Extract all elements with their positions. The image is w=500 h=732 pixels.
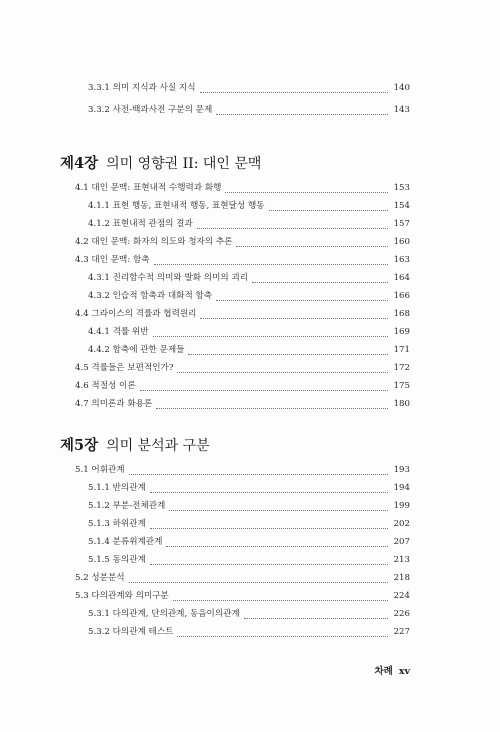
toc-entry[interactable] (0, 343, 500, 357)
toc-entry[interactable] (0, 199, 500, 213)
page-footer (374, 663, 410, 677)
dot-leader (150, 478, 388, 493)
toc-entry-title: 4.4 그라이스의 격률과 협력원리 (75, 307, 199, 321)
toc-entry[interactable] (0, 235, 500, 249)
dot-leader (156, 394, 388, 409)
toc-entry-page: 213 (391, 553, 410, 567)
toc-entry[interactable] (0, 499, 500, 513)
toc-entry-page: 175 (391, 379, 410, 393)
chapter-heading[interactable] (60, 437, 210, 455)
dot-leader (154, 250, 388, 265)
toc-entry[interactable] (0, 517, 500, 531)
toc-entry-page: 164 (391, 271, 410, 285)
dot-leader (173, 586, 388, 601)
toc-entry-title: 4.4.2 함축에 관한 문제들 (88, 343, 187, 357)
dot-leader (177, 622, 388, 637)
dot-leader (150, 514, 388, 529)
toc-entry-page: 154 (391, 199, 410, 213)
toc-entry-title: 4.1 대인 문맥: 표현내적 수행력과 화행 (75, 181, 224, 195)
dot-leader (129, 460, 388, 475)
toc-entry-page: 140 (391, 81, 410, 95)
toc-entry-page: 169 (391, 325, 410, 339)
toc-entry-title: 5.3.1 다의관계, 단의관계, 동음이의관계 (88, 607, 243, 621)
dot-leader (216, 100, 388, 115)
toc-entry-title: 4.2 대인 문맥: 화자의 의도와 청자의 추론 (75, 235, 235, 249)
toc-entry-title: 4.6 적절성 이론 (75, 379, 139, 393)
toc-entry-page: 218 (391, 571, 410, 585)
toc-entry-title: 5.1.3 하위관계 (88, 517, 149, 531)
toc-entry-title: 5.1.2 부분-전체관계 (88, 499, 168, 513)
toc-entry[interactable] (0, 289, 500, 303)
chapter-number: 제5장 (60, 437, 99, 454)
toc-entry[interactable] (0, 181, 500, 195)
dot-leader (252, 268, 388, 283)
toc-entry-page: 194 (391, 481, 410, 495)
toc-entry[interactable] (0, 325, 500, 339)
dot-leader (216, 286, 388, 301)
chapter-title: 의미 영향권 II: 대인 문맥 (106, 156, 262, 172)
toc-entry-title: 4.5 격률들은 보편적인가? (75, 361, 176, 375)
toc-entry-page: 157 (391, 217, 410, 231)
toc-entry-page: 163 (391, 253, 410, 267)
dot-leader (269, 196, 388, 211)
toc-entry-page: 224 (391, 589, 410, 603)
toc-entry-page: 202 (391, 517, 410, 531)
dot-leader (200, 78, 388, 93)
dot-leader (197, 214, 388, 229)
toc-entry-page: 180 (391, 397, 410, 411)
footer-page-number: xv (398, 666, 410, 677)
toc-entry-page: 193 (391, 463, 410, 477)
chapter-heading[interactable] (60, 155, 261, 173)
toc-entry-title: 4.1.2 표현내적 관점의 결과 (88, 217, 196, 231)
footer-section-label: 차례 (374, 666, 393, 677)
toc-entry-title: 5.2 성분분석 (75, 571, 128, 585)
toc-entry-page: 226 (391, 607, 410, 621)
dot-leader (129, 568, 388, 583)
toc-entry[interactable] (0, 397, 500, 411)
dot-leader (169, 496, 388, 511)
dot-leader (236, 232, 388, 247)
toc-entry[interactable] (0, 553, 500, 567)
toc-entry-title: 3.3.1 의미 지식과 사실 지식 (88, 81, 199, 95)
dot-leader (150, 550, 388, 565)
dot-leader (153, 322, 388, 337)
dot-leader (200, 304, 388, 319)
toc-entry[interactable] (0, 535, 500, 549)
toc-entry[interactable] (0, 307, 500, 321)
toc-entry[interactable] (0, 625, 500, 639)
toc-entry-title: 4.3 대인 문맥: 함축 (75, 253, 153, 267)
toc-entry-page: 153 (391, 181, 410, 195)
chapter-title: 의미 분석과 구분 (106, 438, 210, 454)
toc-entry[interactable] (0, 607, 500, 621)
toc-entry-title: 5.1 어휘관계 (75, 463, 128, 477)
dot-leader (177, 358, 388, 373)
toc-entry[interactable] (0, 81, 500, 95)
toc-entry-title: 4.7 의미론과 화용론 (75, 397, 155, 411)
toc-entry-title: 4.3.1 진리함수적 의미와 발화 의미의 괴리 (88, 271, 251, 285)
toc-entry[interactable] (0, 589, 500, 603)
chapter-number: 제4장 (60, 155, 99, 172)
toc-entry-title: 4.4.1 격률 위반 (88, 325, 152, 339)
toc-entry[interactable] (0, 379, 500, 393)
toc-entry-page: 172 (391, 361, 410, 375)
dot-leader (244, 604, 388, 619)
toc-entry-title: 4.1.1 표현 행동, 표현내적 행동, 표현달성 행동 (88, 199, 268, 213)
toc-entry[interactable] (0, 463, 500, 477)
toc-entry[interactable] (0, 253, 500, 267)
toc-entry-title: 5.1.5 동의관계 (88, 553, 149, 567)
dot-leader (225, 178, 388, 193)
toc-entry[interactable] (0, 217, 500, 231)
toc-entry[interactable] (0, 103, 500, 117)
toc-entry-title: 5.1.4 분류위계관계 (88, 535, 165, 549)
dot-leader (188, 340, 388, 355)
toc-entry-page: 227 (391, 625, 410, 639)
toc-entry-page: 207 (391, 535, 410, 549)
toc-entry-page: 166 (391, 289, 410, 303)
toc-entry-page: 199 (391, 499, 410, 513)
toc-entry-page: 143 (391, 103, 410, 117)
toc-entry-page: 160 (391, 235, 410, 249)
toc-entry[interactable] (0, 481, 500, 495)
toc-entry-title: 5.3 다의관계와 의미구분 (75, 589, 172, 603)
toc-entry-page: 168 (391, 307, 410, 321)
toc-entry[interactable] (0, 361, 500, 375)
toc-entry[interactable] (0, 571, 500, 585)
dot-leader (166, 532, 388, 547)
toc-entry[interactable] (0, 271, 500, 285)
toc-entry-page: 171 (391, 343, 410, 357)
toc-entry-title: 5.3.2 다의관계 테스트 (88, 625, 176, 639)
dot-leader (140, 376, 388, 391)
toc-entry-title: 5.1.1 반의관계 (88, 481, 149, 495)
toc-entry-title: 4.3.2 인습적 함축과 대화적 함축 (88, 289, 215, 303)
toc-entry-title: 3.3.2 사전-백과사전 구분의 문제 (88, 103, 215, 117)
